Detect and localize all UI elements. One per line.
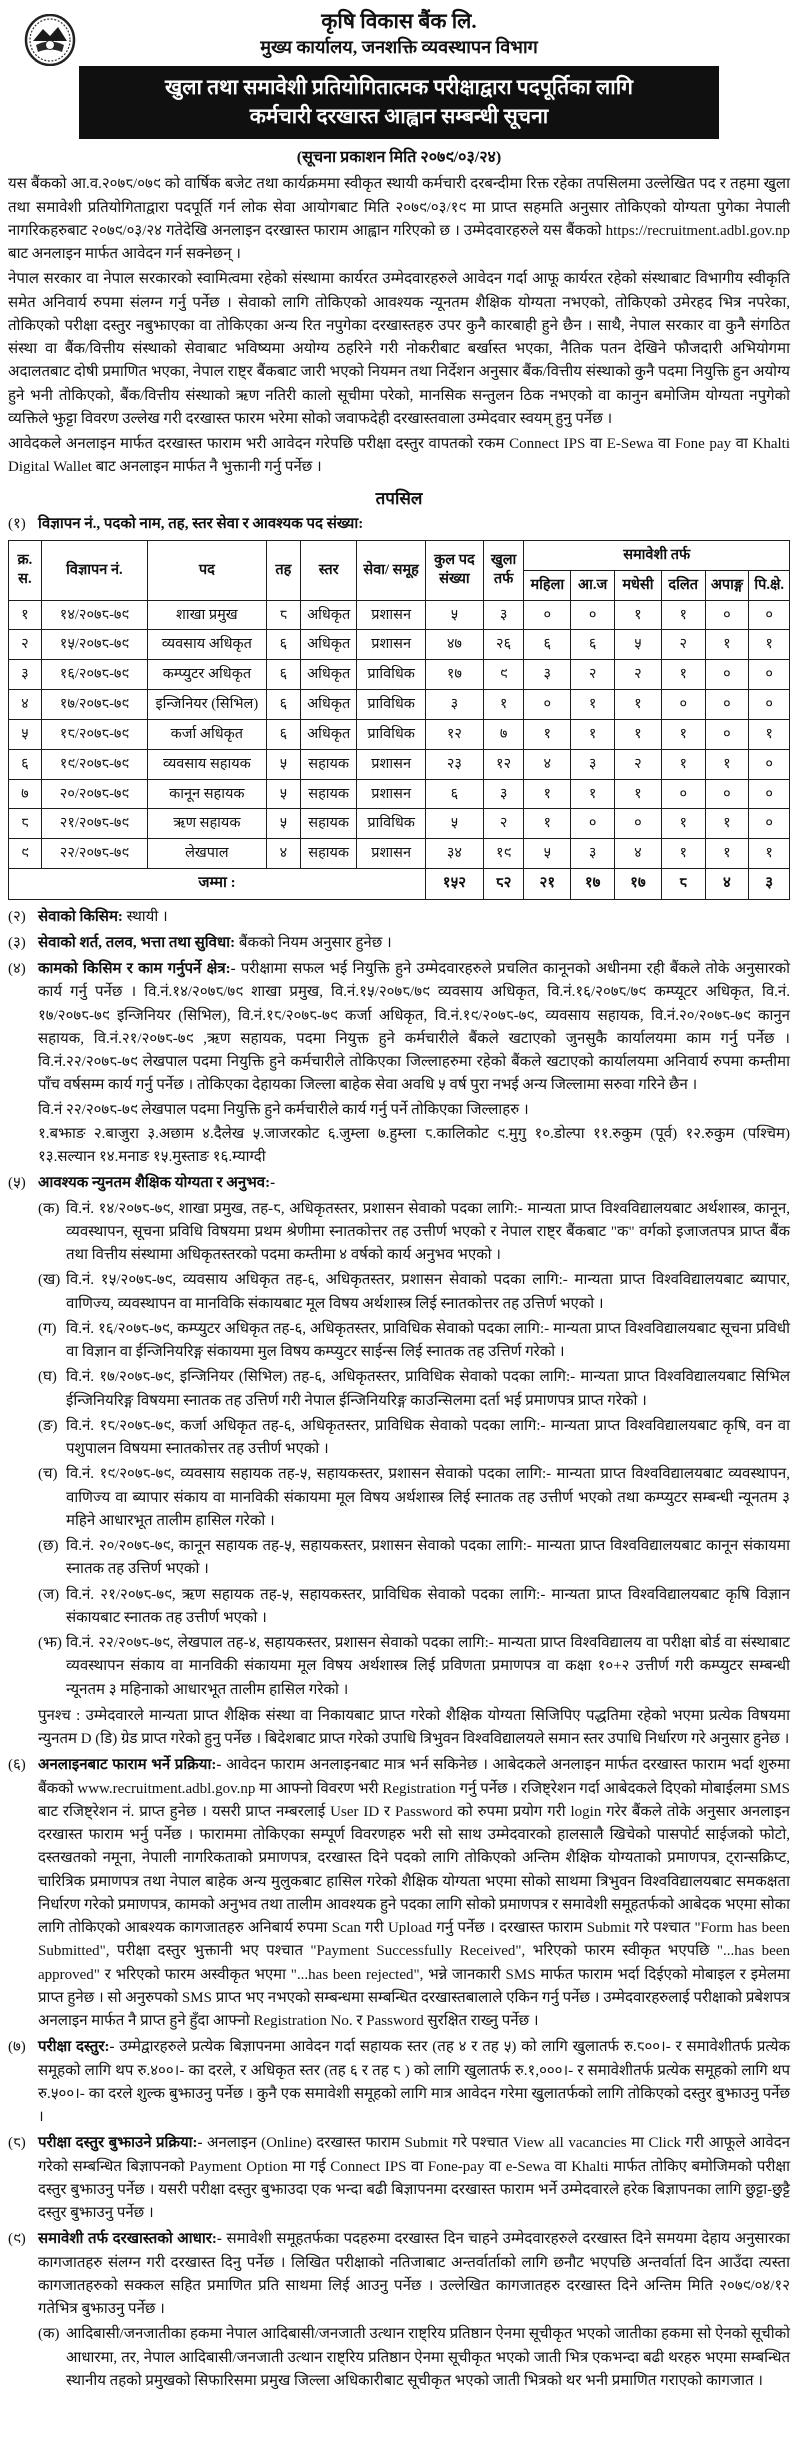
col-header-dalit: दलित — [661, 570, 705, 600]
table-cell: १ — [661, 839, 705, 869]
banner-line-1: खुला तथा समावेशी प्रतियोगितात्मक परीक्षाद्वारा पदपूर्तिका लागि — [165, 74, 633, 99]
section-number: (१) — [8, 515, 26, 532]
table-total-cell: २१ — [524, 869, 571, 900]
section-number: (९) — [8, 2231, 26, 2248]
table-total-cell: ८ — [661, 869, 705, 900]
banner-line-2: कर्मचारी दरखास्त आह्वान सम्बन्धी सूचना — [249, 104, 549, 129]
section-item — [8, 1172, 790, 1751]
subitem-text: वि.नं. १९/२०७८-७९, व्यवसाय सहायक तह-५, सहायकस्तर, प्रशासन सेवाको पदका लागि:- मान्यता प्राप्त विश्वविद्यालयबाट व्यवस्थापन, वाणिज्य वा ब्यापार संकाय वा मानविकी संकायमा मूल विषय अर्थशास्त्र लिई स्नातक तह उत्तीर्ण भएको तथा कम्प्युटर सम्बन्धी न्यूनतम ३ महिने आधारभूत तालीम हासिल गरेको । — [66, 1466, 790, 1529]
section-number: (६) — [8, 1757, 26, 1774]
table-total-cell: ८२ — [483, 869, 524, 900]
subitem-marker: (ग) — [38, 1320, 57, 1337]
table-cell: ८ — [266, 600, 300, 630]
table-total-cell: १५२ — [426, 869, 484, 900]
section-body — [38, 932, 790, 955]
table-cell: ० — [661, 779, 705, 809]
section-extra-line: वि.नं २२/२०७८-७९ लेखपाल पदमा नियुक्ति हुने कर्मचारीले कार्य गर्नु पर्ने तोकिएका जिल्लाहरु । — [38, 1101, 529, 1118]
table-cell: ५ — [614, 630, 661, 660]
section-1-title: विज्ञापन नं., पदको नाम, तह, स्तर सेवा र आवश्यक पद संख्या: — [38, 515, 364, 532]
table-cell: ० — [524, 690, 571, 720]
table-row — [9, 749, 790, 779]
subitem-text: वि.नं. १५/२०७८-७९, व्यवसाय अधिकृत तह-६, अधिकृतस्तर, प्रशासन सेवाको पदका लागि:- मान्यता प्राप्त विश्वविद्यालयबाट ब्यापार, वाणिज्य, व्यवस्थापन वा मानविकि संकायबाट मूल विषय अर्थशास्त्र लिई स्नातकोत्तर तह उत्तिर्ण भएको । — [66, 1272, 790, 1312]
table-cell: १ — [661, 809, 705, 839]
adbl-logo — [24, 14, 76, 66]
col-header-post: पद — [148, 540, 267, 600]
section-body — [38, 1172, 790, 1751]
table-cell: २ — [661, 630, 705, 660]
table-cell: ० — [705, 600, 749, 630]
subitem-text: वि.नं. २२/२०७८-७९, लेखपाल तह-४, सहायकस्तर, प्रशासन सेवाको पदका लागि:- मान्यता प्राप्त विश्वविद्यालय वा परीक्षा बोर्ड वा संस्थाबाट व्यवस्थापन संकाय वा मानविकी संकायमा मूल विषय अर्थशास्त्र लिई प्रविणता प्रमाणपत्र वा कक्षा १०+२ उत्तीर्ण गरी कम्प्युटर सम्बन्धी न्यूनतम ३ महिनाको आधारभूत तालीम हासिल गरेको । — [66, 1635, 790, 1698]
col-header-madhesi: मधेसी — [614, 570, 661, 600]
subitem-marker: (घ) — [38, 1369, 57, 1386]
table-cell: ६ — [266, 660, 300, 690]
table-cell: १ — [9, 600, 42, 630]
table-cell: प्रशासन — [357, 779, 426, 809]
section-subitem — [38, 1269, 790, 1316]
table-cell: ४ — [524, 749, 571, 779]
table-cell: १ — [483, 690, 524, 720]
section-extra-line: १.बझाङ २.बाजुरा ३.अछाम ४.दैलेख ५.जाजरकोट ६.जुम्ला ७.हुम्ला ८.कालिकोट ९.मुगु १०.डोल्पा ११.रुकुम (पूर्व) १२.रुकुम (पश्चिम) १३.सल्यान १४.मनाङ १५.मुस्ताङ १६.म्याग्दी — [38, 1125, 790, 1166]
section-subitem — [38, 2323, 790, 2393]
table-cell: प्रशासन — [357, 630, 426, 660]
col-header-total-posts: कुल पद संख्या — [426, 540, 484, 600]
col-header-grade: स्तर — [301, 540, 357, 600]
subitem-text: आदिबासी/जनजातीका हकमा नेपाल आदिबासी/जनजाती उत्थान राष्ट्रिय प्रतिष्ठान ऐनमा सूचीकृत भएको जातीका हकमा सो ऐनको सूचीको आधारमा, तर, नेपाल आदिबासी/जनजाती उत्थान राष्ट्रिय प्रतिष्ठान ऐनमा सूचीकृत भएको जाती भित्र एकभन्दा बढी थरहरु भएमा सम्बन्धित स्थानीय तहको प्रमुखको सिफारिसमा प्रमुख जिल्ला अधिकारीबाट सूचीकृत भएको जाती भित्रको थर भनी प्रमाणित गराएको कागजात । — [66, 2326, 790, 2389]
table-cell: १७/२०७८-७९ — [41, 690, 147, 720]
vacancy-table — [8, 540, 790, 900]
col-header-sn: क्र. स. — [9, 540, 42, 600]
section-subitem — [38, 1415, 790, 1462]
table-cell: १ — [749, 719, 790, 749]
table-cell: अधिकृत — [301, 719, 357, 749]
table-cell: शाखा प्रमुख — [148, 600, 267, 630]
section-text: परीक्षा दस्तुर बुझाउने प्रक्रिया:- अनलाइन (Online) दरखास्त फाराम Submit गरे पश्चात View all vacancies मा Click गरी आफूले आवेदन गरेको सम्बन्धित बिज्ञापनको Payment Option मा गई Connect IPS वा Fone-pay वा e-Sewa वा Khalti मार्फत तोकिए बमोजिमको परीक्षा दस्तुर बुझाउनु पर्नेछ । यसरी परीक्षा दस्तुर बुझाउदा एक भन्दा बढी बिज्ञापनमा दरखास्त फाराम भर्ने उम्मेदवारले हरेक बिज्ञापनका लागि छुट्टा-छुट्टै दस्तुर बुझाउनु पर्नेछ । — [38, 2135, 790, 2222]
table-cell: १ — [524, 809, 571, 839]
col-header-open-side: खुला तर्फ — [483, 540, 524, 600]
table-cell: १६/२०७८-७९ — [41, 660, 147, 690]
table-cell: २२/२०७८-७९ — [41, 839, 147, 869]
table-cell: कानून सहायक — [148, 779, 267, 809]
section-subitem — [38, 1198, 790, 1268]
table-cell: अधिकृत — [301, 600, 357, 630]
section-label: कामको किसिम र काम गर्नुपर्ने क्षेत्र:- — [38, 961, 241, 978]
table-cell: १ — [614, 719, 661, 749]
subitem-marker: (च) — [38, 1466, 58, 1483]
table-cell: १ — [705, 749, 749, 779]
subitem-marker: (छ) — [38, 1538, 59, 1555]
table-cell: १ — [524, 779, 571, 809]
subitem-text: वि.नं. २०/२०७८-७९, कानून सहायक तह-५, सहायकस्तर, प्रशासन सेवाको पदका लागि:- मान्यता प्राप्त विश्वविद्यालयबाट कानून संकायमा स्नातक तह उत्तिर्ण भएको । — [66, 1538, 790, 1578]
table-cell: सहायक — [301, 779, 357, 809]
subitem-marker: (क) — [38, 2326, 60, 2343]
section-subitem — [38, 1318, 790, 1365]
subitem-text: वि.नं. २१/२०७८-७९, ऋण सहायक तह-५, सहायकस्तर, प्राविधिक सेवाको पदका लागि:- मान्यता प्राप्त विश्वविद्यालयबाट कृषि विज्ञान संकायबाट स्नातक तह उत्तीर्ण भएको । — [66, 1586, 790, 1626]
table-cell: ३ — [571, 839, 615, 869]
table-cell: ० — [749, 660, 790, 690]
table-cell: प्राविधिक — [357, 809, 426, 839]
subitem-text: वि.नं. १८/२०७८-७९, कर्जा अधिकृत तह-६, अधिकृतस्तर, प्राविधिक सेवाको पदका लागि:- मान्यता प्राप्त विश्वविद्यालयबाट कृषि, वन वा पशुपालन विषयमा स्नातकोत्तर तह उत्तीर्ण भएको । — [66, 1417, 790, 1458]
section-number: (७) — [8, 2039, 26, 2056]
table-cell: प्रशासन — [357, 600, 426, 630]
section-item — [8, 2036, 790, 2129]
table-cell: प्राविधिक — [357, 690, 426, 720]
table-cell: ६ — [9, 749, 42, 779]
table-cell: ५ — [524, 839, 571, 869]
section-label: परीक्षा दस्तुर बुझाउने प्रक्रिया:- — [38, 2135, 208, 2152]
table-cell: ० — [705, 719, 749, 749]
col-header-advt-no: विज्ञापन नं. — [41, 540, 147, 600]
table-row — [9, 809, 790, 839]
table-total-cell: १७ — [571, 869, 615, 900]
table-cell: १ — [661, 660, 705, 690]
table-cell: ऋण सहायक — [148, 809, 267, 839]
section-text — [38, 1172, 790, 1195]
table-cell: ० — [749, 749, 790, 779]
table-cell: अधिकृत — [301, 630, 357, 660]
table-cell: १८/२०७८-७९ — [41, 719, 147, 749]
table-cell: ५ — [426, 600, 484, 630]
section-number: (५) — [8, 1175, 26, 1192]
table-cell: १ — [705, 839, 749, 869]
table-cell: १४/२०७८-७९ — [41, 600, 147, 630]
section-number: (४) — [8, 961, 26, 978]
table-cell: ९ — [483, 660, 524, 690]
table-cell: १ — [571, 690, 615, 720]
table-row — [9, 839, 790, 869]
table-cell: १ — [614, 779, 661, 809]
table-cell: सहायक — [301, 749, 357, 779]
table-cell: लेखपाल — [148, 839, 267, 869]
table-cell: ९ — [9, 839, 42, 869]
table-cell: कम्प्युटर अधिकृत — [148, 660, 267, 690]
table-total-cell: १७ — [614, 869, 661, 900]
table-cell: २ — [9, 630, 42, 660]
table-cell: ८ — [9, 809, 42, 839]
table-cell: प्राविधिक — [357, 719, 426, 749]
table-cell: २१/२०७८-७९ — [41, 809, 147, 839]
table-cell: ३४ — [426, 839, 484, 869]
table-cell: ६ — [266, 690, 300, 720]
table-total-row — [9, 869, 790, 900]
section-body — [38, 2036, 790, 2129]
table-cell: १७ — [426, 660, 484, 690]
section-postscript: पुनश्च : उम्मेदवारले मान्यता प्राप्त शैक्षिक संस्था वा निकायबाट प्राप्त गरेको शैक्षिक योग्यता सिजिपिए पद्धतिमा रहेको भएमा प्रत्येक विषयमा न्युनतम D (डि) ग्रेड प्राप्त गरेको हुनु पर्नेछ । बिदेशबाट प्राप्त गरेको उपाधि त्रिभुवन विश्वविद्यालयले समान स्तर उपाधि निर्धारण गरे अनुसार हुनेछ । — [38, 1707, 790, 1748]
table-cell: प्राविधिक — [357, 660, 426, 690]
section-subitem — [38, 1463, 790, 1533]
table-cell: ३ — [426, 690, 484, 720]
table-cell: ५ — [426, 809, 484, 839]
subitem-marker: (ङ) — [38, 1417, 58, 1434]
table-cell: ३ — [524, 660, 571, 690]
table-cell: २३ — [426, 749, 484, 779]
sections — [8, 906, 790, 2394]
section-1 — [8, 513, 790, 536]
table-cell: ४ — [266, 839, 300, 869]
table-cell: ३ — [571, 749, 615, 779]
section-item — [8, 1754, 790, 2033]
tapasil-heading: तपसिल — [375, 488, 423, 508]
section-item — [8, 2228, 790, 2393]
department-name: मुख्य कार्यालय, जनशक्ति व्यवस्थापन विभाग — [260, 37, 538, 58]
table-cell: ३ — [9, 660, 42, 690]
table-cell: २६ — [483, 630, 524, 660]
table-cell: १ — [524, 719, 571, 749]
vacancy-table-body — [9, 600, 790, 899]
table-cell: १ — [571, 719, 615, 749]
col-header-service-group: सेवा/ समूह — [357, 540, 426, 600]
table-cell: १ — [749, 839, 790, 869]
subitem-marker: (झ) — [38, 1635, 62, 1652]
section-number: (२) — [8, 908, 26, 925]
table-cell: ७ — [483, 719, 524, 749]
table-cell: ४७ — [426, 630, 484, 660]
table-cell: ३ — [483, 779, 524, 809]
table-cell: ० — [705, 660, 749, 690]
table-cell: अधिकृत — [301, 660, 357, 690]
section-label: सेवाको शर्त, तलव, भत्ता तथा सुविधा: — [38, 934, 239, 951]
table-cell: ० — [749, 690, 790, 720]
col-header-women: महिला — [524, 570, 571, 600]
section-item — [8, 2132, 790, 2225]
table-cell: ५ — [266, 749, 300, 779]
table-row — [9, 719, 790, 749]
table-cell: ० — [661, 690, 705, 720]
table-row — [9, 600, 790, 630]
section-text: समावेशी तर्फ दरखास्तको आधार:- समावेशी समूहतर्फका पदहरुमा दरखास्त दिन चाहने उम्मेदवारहरुले दरखास्त दिने समयमा देहाय अनुसारका कागजातहरु संलग्न गरी दरखास्त दिनु पर्नेछ । लिखित परीक्षाको नतिजाबाट अन्तर्वार्ताको लागि छनौट भएपछि अन्तर्वार्ता दिन आउँदा त्यस्ता कागजातहरुको सक्कल सहित प्रमाणित प्रति साथमा लिई आउनु पर्नेछ । उल्लेखित कागजातहरु दरखास्त दिने अन्तिम मिति २०७९/०४/१२ गतेभित्र बुझाउनु पर्नेछ । — [38, 2231, 790, 2318]
table-cell: ३ — [483, 600, 524, 630]
table-cell: १ — [614, 690, 661, 720]
section-label: सेवाको किसिम: — [38, 908, 127, 925]
section-subitem — [38, 1632, 790, 1702]
table-cell: इन्जिनियर (सिभिल) — [148, 690, 267, 720]
section-body — [38, 2132, 790, 2225]
section-text: कामको किसिम र काम गर्नुपर्ने क्षेत्र:- परीक्षामा सफल भई नियुक्ति हुने उम्मेदवारहरुले प्रचलित कानूनको अधीनमा रही बैंकले तोके अनुसारको कार्य गर्नु पर्नेछ । वि.नं.१४/२०७८/७९ शाखा प्रमुख, वि.नं.१५/२०७८/७९ व्यवसाय अधिकृत, वि.नं.१६/२०७८/७९ कम्प्यूटर अधिकृत, वि.नं. १७/२०७८-७९ इन्जिनियर (सिभिल), वि.नं.१८/२०७८-७९ कर्जा अधिकृत, वि.नं.१९/२०७८-७९, व्यवसाय सहायक, वि.नं.२०/२०७८-७९ कानुन सहायक, वि.नं.२१/२०७८-७९ ,ऋण सहायक, पदमा नियुक्त हुने कर्मचारीले बैंकले खटाएको जुनसुकै कार्यालयमा काम गर्नु पर्नेछ । वि.नं.२२/२०७८-७९ लेखपाल पदमा नियुक्ति हुने कर्मचारीले तोकिएका जिल्लाहरुमा रहेको बैंकले खटाएको कार्यालयमा अनिवार्य रुपमा कम्तीमा पाँच वर्षसम्म कार्य गर्नु पर्नेछ । तोकिएका देहायका जिल्ला बाहेक सेवा अवधि ५ वर्ष पुरा नभई अन्य जिल्लामा सरुवा गरिने छैन । — [38, 961, 790, 1094]
table-cell: ० — [749, 779, 790, 809]
table-cell: ० — [749, 600, 790, 630]
section-text: परीक्षा दस्तुर:- उम्मेद्वारहरुले प्रत्येक बिज्ञापनमा आवेदन गर्दा सहायक स्तर (तह ४ र तह ५) को लागि खुलातर्फ रु.८००।- र समावेशीतर्फ प्रत्येक समूहको लागि थप रु.४००।- का दरले, र अधिकृत स्तर (तह ६ र तह ८ ) को लागि खुलातर्फ रु.१,०००।- र समावेशीतर्फ प्रत्येक समूहको लागि थप रु.५००।- का दरले शुल्क बुझाउनु पर्नेछ । कुनै एक समावेशी समूहको लागि मात्र आवेदन गरेमा खुलातर्फको लागि तोकिएको दस्तुर बुझाउनु पर्नेछ । — [38, 2039, 791, 2126]
table-total-cell: ४ — [705, 869, 749, 900]
subitem-text: वि.नं. १६/२०७८-७९, कम्प्युटर अधिकृत तह-६, अधिकृतस्तर, प्राविधिक सेवाको पदका लागि:- मान्यता प्राप्त विश्वविद्यालयबाट सूचना प्रविधी वा विज्ञान वा ईन्जिनियरिङ्ग संकायमा मुल विषय कम्प्युटर साईन्स लिई स्नातक तह उत्तिर्ण गरेको । — [66, 1320, 790, 1361]
publication-date: (सूचना प्रकाशन मिति २०७९/०३/२४) — [296, 149, 502, 167]
table-cell: ० — [571, 600, 615, 630]
table-cell: २०/२०७८-७९ — [41, 779, 147, 809]
table-cell: सहायक — [301, 839, 357, 869]
table-cell: १२ — [426, 719, 484, 749]
notice-title-banner — [79, 66, 719, 140]
table-row — [9, 630, 790, 660]
table-cell: ६ — [266, 630, 300, 660]
table-row — [9, 690, 790, 720]
section-item — [8, 958, 790, 1169]
section-text: सेवाको शर्त, तलव, भत्ता तथा सुविधा: बैंकको नियम अनुसार हुनेछ । — [38, 934, 392, 951]
section-body — [38, 958, 790, 1169]
table-total-label: जम्मा : — [9, 869, 426, 900]
document-header — [8, 8, 790, 167]
section-number: (८) — [8, 2135, 26, 2152]
table-cell: ७ — [9, 779, 42, 809]
bank-name: कृषि विकास बैंक लि. — [321, 9, 477, 33]
table-cell: ० — [705, 779, 749, 809]
subitem-marker: (क) — [38, 1200, 60, 1217]
table-cell: ६ — [571, 630, 615, 660]
table-cell: ५ — [266, 809, 300, 839]
table-row — [9, 660, 790, 690]
table-cell: सहायक — [301, 809, 357, 839]
table-cell: ६ — [426, 779, 484, 809]
col-header-inclusive-side: समावेशी तर्फ — [524, 540, 790, 570]
section-text: अनलाइनबाट फाराम भर्ने प्रक्रिया:- आवेदन फाराम अनलाइनबाट मात्र भर्न सकिनेछ । आबेदकले अनलाइन मार्फत दरखास्त फाराम भर्दा शुरुमा बैंकको www.recruitment.adbl.gov.np मा आफ्नो विवरण भरी Registration गर्नु पर्नेछ । रजिष्ट्रेशन गर्दा आबेदकले दिएको मोबाईलमा SMS बाट रजिष्ट्रेशन नं. प्राप्त हुनेछ । यसरी प्राप्त नम्बरलाई User ID र Password को रुपमा प्रयोग गरी login गरेर बैंकले तोके अनुसार अनलाइन दरखास्त फाराम भर्नु पर्नेछ । फाराममा तोकिएका सम्पूर्ण विवरणहरु भरी सो साथ उम्मेदवारको हालसालै खिचेको पासपोर्ट साईजको फोटो, दस्तखतको नमूना, नेपाली नागरिकताको प्रमाणपत्र, दरखास्त दिने पदको लागि तोकिएको अन्तिम शैक्षिक योग्यताको प्रमाणपत्र, ट्रान्सक्रिप्ट, चारित्रिक प्रमाणपत्र तथा नेपाल बाहेक अन्य मुलुकबाट हासिल गरेको शैक्षिक योग्यता भएमा सोको साथमा त्रिभुवन विश्वविद्यालयबाट समकक्षता निर्धारण गरेको प्रमाणपत्र, कामको अनुभव तथा तालीम आवश्यक हुने पदका लागि सोको प्रमाणपत्र र समावेशी समूहतर्फको आबेदक भएमा सोका लागि तोकिएको आबश्यक कागजातहरु अनिबार्य रुपमा Scan गरी Upload गर्नु पर्नेछ । दरखास्त फाराम Submit गरे पश्चात "Form has been Submitted", परीक्षा दस्तुर भुक्तानी भए पश्चात "Payment Successfully Received", भरिएको फारम स्वीकृत भएपछि "...has been approved" र भरिएको फारम अस्वीकृत भएमा "...has been rejected", भन्ने जानकारी SMS मार्फत फाराम भर्दा दिईएको मोबाइल र इमेलमा प्राप्त हुनेछ । सो अनुरुपको SMS प्राप्त भए नभएको सम्बन्धमा सम्बन्धित दरखास्तबालाले एकिन गर्नु पर्नेछ । उम्मेदवारहरुलाई परीक्षाको प्रबेशपत्र अनलाइन मार्फत नै प्राप्त हुने हुँदा आफ्नो Registration No. र Password सुरक्षित राख्नु पर्नेछ । — [38, 1757, 790, 2030]
table-cell: १ — [661, 719, 705, 749]
table-cell: १ — [705, 630, 749, 660]
adbl-emblem-icon — [24, 14, 76, 66]
table-cell: १ — [705, 809, 749, 839]
table-cell: १ — [661, 600, 705, 630]
section-text: सेवाको किसिम: स्थायी । — [38, 908, 168, 925]
table-cell: १ — [749, 630, 790, 660]
section-subitem — [38, 1535, 790, 1582]
subitem-text: वि.नं. १७/२०७८-७९, इन्जिनियर (सिभिल) तह-६, अधिकृतस्तर, प्राविधिक सेवाको पदका लागि:- मान्यता प्राप्त विश्वविद्यालयबाट सिभिल ईन्जिनियरिङ्ग विषयमा स्नातक तह उत्तिर्ण गरी नेपाल ईन्जिनियरिङ्ग काउन्सिलमा दर्ता भई प्रमाणपत्र प्राप्त गरेको । — [66, 1369, 790, 1409]
table-cell: ६ — [524, 630, 571, 660]
section-body — [38, 906, 790, 929]
table-cell: २ — [614, 660, 661, 690]
section-1-body — [38, 513, 790, 536]
table-cell: प्रशासन — [357, 749, 426, 779]
table-cell: १ — [661, 749, 705, 779]
table-cell: १ — [571, 779, 615, 809]
section-subitem — [38, 1366, 790, 1413]
vacancy-table-head — [9, 540, 790, 600]
section-number: (३) — [8, 934, 26, 951]
table-cell: ४ — [614, 839, 661, 869]
subitem-text: वि.नं. १४/२०७८-७९, शाखा प्रमुख, तह-८, अधिकृतस्तर, प्रशासन सेवाको पदका लागि:- मान्यता प्राप्त विश्वविद्यालयबाट अर्थशास्त्र, कानून, व्यवस्थापन, सूचना प्रविधि विषयमा प्रथम श्रेणीमा स्नातकोत्तर तह उत्तीर्ण भएको र नेपाल राष्ट्र बैंकबाट "क" वर्गको इजाजतपत्र प्राप्त बैंक तथा वित्तीय संस्थामा अधिकृतस्तरको पदमा कम्तीमा ४ वर्षको कार्य अनुभव भएको । — [66, 1200, 790, 1264]
table-row — [9, 779, 790, 809]
table-cell: ६ — [266, 719, 300, 749]
subitem-marker: (ज) — [38, 1586, 60, 1603]
subitem-marker: (ख) — [38, 1272, 61, 1289]
section-subitem — [38, 1584, 790, 1631]
table-cell: ० — [571, 809, 615, 839]
table-total-cell: ३ — [749, 869, 790, 900]
table-cell: १९/२०७८-७९ — [41, 749, 147, 779]
section-label: परीक्षा दस्तुर:- — [38, 2039, 120, 2056]
intro-paragraph-2: नेपाल सरकार वा नेपाल सरकारको स्वामित्वमा रहेको संस्थामा कार्यरत उम्मेदवारहरुले आवेदन गर्दा आफू कार्यरत रहेको संस्थाबाट विभागीय स्वीकृति समेत अनिवार्य रुपमा संलग्न गर्नु पर्नेछ । सेवाको लागि तोकिएको आवश्यक न्यूनतम शैक्षिक योग्यता नभएको, तोकिएको उमेरहद भित्र नपरेका, तोकिएको परीक्षा दस्तुर नबुझाएका वा तोकिएका अन्य रित नपुगेका दरखास्तहरु उपर कुनै कारबाही हुने छैन । साथै, नेपाल सरकार वा कुनै संगठित संस्था वा बैंक/वित्तीय संस्थाको सेवाबाट भविष्यमा अयोग्य ठहरिने गरी नोकरीबाट बर्खास्त भएका, नैतिक पतन देखिने फौजदारी अभियोगमा अदालतबाट दोषी प्रमाणित भएका, नेपाल राष्ट्र बैंकबाट जारी भएको नियमन तथा निर्देशन अनुसार बैंक/वित्तीय संस्थाको कुनै पदमा नियुक्ति हुन अयोग्य हुने भनी तोकिएको, बैंक/वित्तीय संस्थाको ऋण नतिरी कालो सूचीमा परेको, मानसिक सन्तुलन ठिक नभएको वा कानुन बमोजिम योग्यता नपुगेको व्यक्तिले झुट्टा विवरण उल्लेख गरी दरखास्त फारम भरेमा सोको जवाफदेही दरखास्तवाला उम्मेदवार स्वयम् हुनु पर्नेछ । — [8, 271, 790, 427]
table-cell: ० — [749, 809, 790, 839]
section-label: अनलाइनबाट फाराम भर्ने प्रक्रिया:- — [38, 1757, 226, 1774]
intro-paragraph-1: यस बैंकको आ.व.२०७८/०७९ को वार्षिक बजेट तथा कार्यक्रममा स्वीकृत स्थायी कर्मचारी दरबन्दीमा रिक्त रहेका तपसिलमा उल्लेखित पद र तहमा खुला तथा समावेशी प्रतियोगिताद्वारा पदपूर्ति गर्न लोक सेवा आयोगबाट मिति २०७९/०३/१९ मा प्राप्त सहमति अनुसार तोकिएको योग्यता पुगेका नेपाली नागरिकहरुबाट २०७९/०३/२४ गतेदेखि अनलाइन दरखास्त फाराम आह्वान गरिएको छ । उम्मेदवारहरुले यस बैंकको https://recruitment.adbl.gov.np बाट अनलाइन मार्फत आवेदन गर्न सक्नेछन् । — [8, 176, 790, 263]
col-header-backward-area: पि.क्षे. — [749, 570, 790, 600]
table-cell: ५ — [9, 719, 42, 749]
section-label: आवश्यक न्युनतम शैक्षिक योग्यता र अनुभव:- — [38, 1175, 276, 1192]
table-cell: १९ — [483, 839, 524, 869]
table-cell: २ — [483, 809, 524, 839]
section-label: समावेशी तर्फ दरखास्तको आधार:- — [38, 2231, 227, 2248]
table-cell: ० — [614, 809, 661, 839]
col-header-level: तह — [266, 540, 300, 600]
section-body — [38, 1754, 790, 2033]
table-cell: ४ — [9, 690, 42, 720]
intro-paragraph-3: आवेदकले अनलाइन मार्फत दरखास्त फाराम भरी आवेदन गरेपछि परीक्षा दस्तुर वापतको रकम Connect IPS वा E-Sewa वा Fone pay वा Khalti Digital Wallet बाट अनलाइन मार्फत नै भुक्तानी गर्नु पर्नेछ । — [8, 436, 790, 476]
table-cell: २ — [571, 660, 615, 690]
col-header-indigenous: आ.ज — [571, 570, 615, 600]
table-cell: १५/२०७८-७९ — [41, 630, 147, 660]
section-item — [8, 932, 790, 955]
col-header-disabled: अपाङ्ग — [705, 570, 749, 600]
table-cell: २ — [614, 749, 661, 779]
table-cell: व्यवसाय सहायक — [148, 749, 267, 779]
table-cell: अधिकृत — [301, 690, 357, 720]
table-cell: ० — [705, 690, 749, 720]
table-cell: ० — [524, 600, 571, 630]
table-cell: ५ — [266, 779, 300, 809]
section-body — [38, 2228, 790, 2393]
section-item — [8, 906, 790, 929]
table-cell: प्रशासन — [357, 839, 426, 869]
table-cell: व्यवसाय अधिकृत — [148, 630, 267, 660]
table-cell: १ — [614, 600, 661, 630]
table-cell: कर्जा अधिकृत — [148, 719, 267, 749]
table-cell: १२ — [483, 749, 524, 779]
